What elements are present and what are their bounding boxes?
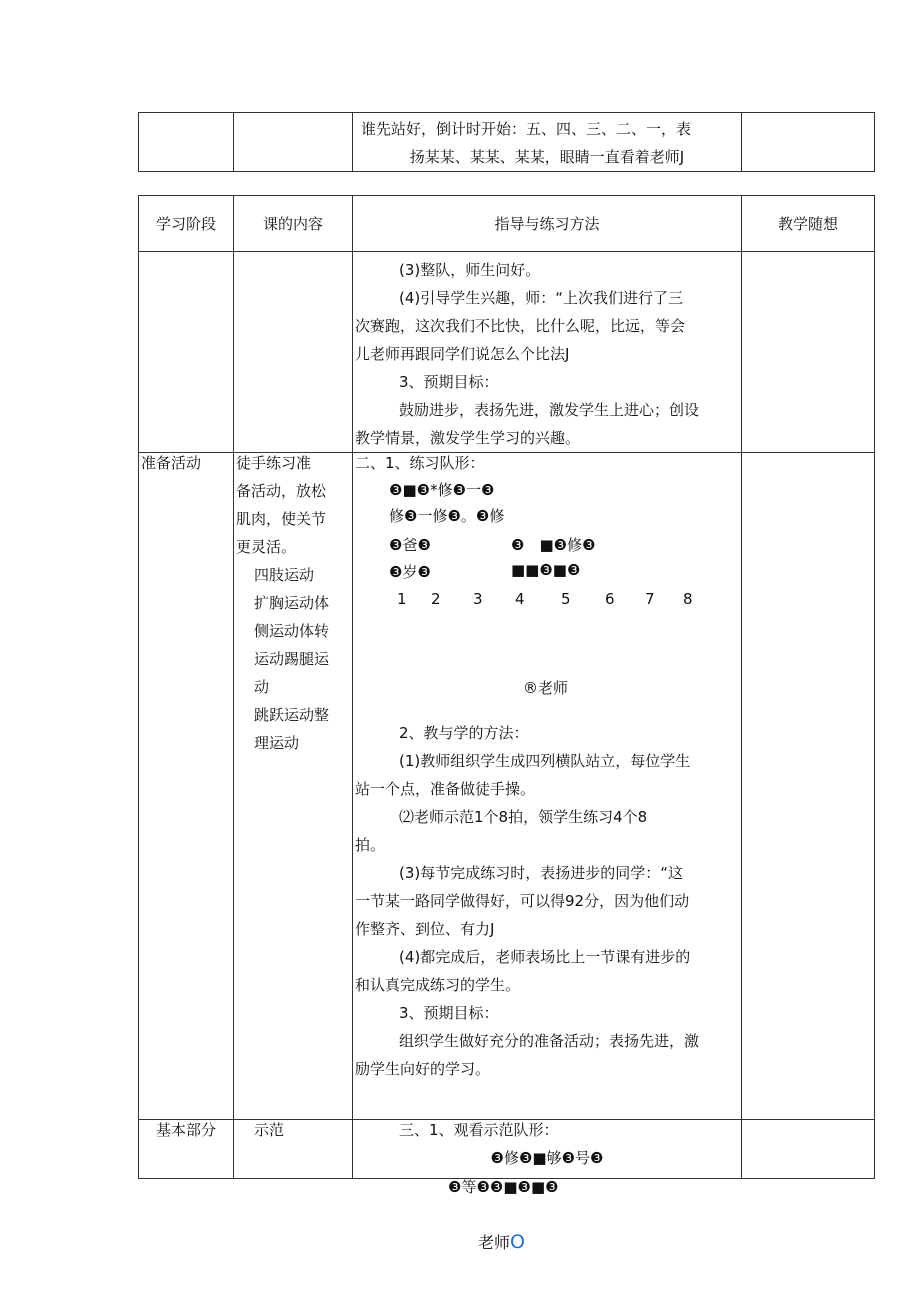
number-label: 1: [397, 590, 407, 608]
formation-line: ❸等❸❸■❸■❸: [448, 1178, 559, 1196]
continuation-table: [138, 112, 875, 172]
table-row: [139, 252, 875, 453]
text-line: 2、教与学的方法：: [399, 724, 529, 742]
header-stage: 学习阶段: [139, 196, 234, 252]
text-line: 示范: [254, 1121, 285, 1139]
text-line: 和认真完成练习的学生。: [355, 976, 521, 994]
stage-label: 准备活动: [141, 454, 202, 472]
number-label: 3: [473, 590, 483, 608]
cell-content: [234, 1120, 353, 1179]
cell-stage: [139, 113, 234, 172]
text-line: 侧运动体转: [254, 622, 330, 640]
formation-line: ❸■❸*修❸一❸: [389, 481, 495, 499]
text-line: 3、预期目标：: [399, 1004, 499, 1022]
text-line: 动: [254, 678, 270, 696]
cell-method: [353, 453, 742, 1120]
cell-stage: [139, 1120, 234, 1179]
text-line: (4)引导学生兴趣，师：“上次我们进行了三: [399, 289, 684, 307]
text-line: 一节某一路同学做得好，可以得92分，因为他们动: [355, 892, 690, 910]
text-line: 理运动: [254, 734, 300, 752]
text-line: ⑵老师示范1个8拍，领学生练习4个8: [399, 808, 648, 826]
number-label: 4: [515, 590, 525, 608]
text-line: 3、预期目标：: [399, 373, 499, 391]
table-row: [139, 1120, 875, 1179]
cell-content: [234, 252, 353, 453]
text-line: 扬某某、某某、某某，眼睛一直看着老师J: [409, 148, 685, 166]
text-line: 更灵活。: [236, 538, 297, 556]
table-row: [139, 453, 875, 1120]
number-label: 7: [645, 590, 655, 608]
text-line: 扩胸运动体: [254, 594, 330, 612]
text-line: 励学生向好的学习。: [355, 1060, 491, 1078]
header-method: 指导与练习方法: [353, 196, 742, 252]
text-line: (4)都完成后，老师表场比上一节课有进步的: [399, 948, 691, 966]
text-line: (3)整队，师生问好。: [399, 261, 541, 279]
number-label: 6: [605, 590, 615, 608]
formation-diagram: [353, 477, 741, 627]
text-line: 次赛跑，这次我们不比快，比什么呢，比远，等会: [355, 317, 686, 335]
teacher-label: ®老师: [523, 679, 569, 697]
lesson-table: [138, 195, 875, 1179]
text-line: (3)每节完成练习时，表扬进步的同学：“这: [399, 864, 684, 882]
text-line: 四肢运动: [254, 566, 315, 584]
teacher-position: [478, 1230, 525, 1253]
header-row: [139, 196, 875, 252]
text-line: 肌肉，使关节: [236, 510, 327, 528]
number-label: 5: [561, 590, 571, 608]
text-line: 鼓励进步，表扬先进，激发学生上进心；创设: [399, 401, 700, 419]
formation-line: ❸ ■❸修❸: [511, 536, 596, 554]
text-line: 拍。: [355, 836, 386, 854]
teacher-marker: O: [510, 1231, 525, 1253]
cell-notes: [742, 113, 875, 172]
cell-notes: [742, 453, 875, 1120]
formation-line: ❸爸❸: [389, 536, 431, 554]
cell-stage: [139, 453, 234, 1120]
formation-line: ■■❸■❸: [511, 561, 581, 579]
text-line: 作整齐、到位、有力J: [355, 920, 495, 938]
teacher-position: [353, 627, 741, 719]
text-line: 徒手练习准: [236, 454, 312, 472]
cell-notes: [742, 252, 875, 453]
number-label: 8: [683, 590, 693, 608]
text-line: 三、1、观看示范队形：: [399, 1121, 559, 1139]
cell-notes: [742, 1120, 875, 1179]
cell-stage: [139, 252, 234, 453]
text-line: 站一个点，准备做徒手操。: [355, 780, 536, 798]
cell-content: [234, 453, 353, 1120]
header-content: 课的内容: [234, 196, 353, 252]
formation-line: ❸岁❸: [389, 563, 431, 581]
formation-line: 修❸一修❸。❸修: [389, 507, 505, 525]
text-line: 运动踢腿运: [254, 650, 330, 668]
text-line: 儿老师再跟同学们说怎么个比法J: [355, 345, 570, 363]
text-line: 二、1、练习队形：: [355, 454, 485, 472]
text-line: 组织学生做好充分的准备活动；表扬先进，激: [399, 1032, 700, 1050]
cell-method: [353, 113, 742, 172]
cell-content: [234, 113, 353, 172]
text-line: 跳跃运动整: [254, 706, 330, 724]
formation-line: ❸修❸■够❸号❸: [490, 1149, 604, 1167]
text-line: (1)教师组织学生成四列横队站立，每位学生: [399, 752, 691, 770]
teacher-label: 老师: [478, 1233, 511, 1252]
stage-label: 基本部分: [155, 1121, 216, 1139]
number-label: 2: [431, 590, 441, 608]
cell-method: [353, 252, 742, 453]
text-line: 备活动，放松: [236, 482, 327, 500]
text-line: 谁先站好，倒计时开始：五、四、三、二、一，表: [361, 120, 692, 138]
text-line: 教学情景，激发学生学习的兴趣。: [355, 429, 581, 447]
cell-method: [353, 1120, 742, 1179]
header-notes: 教学随想: [742, 196, 875, 252]
